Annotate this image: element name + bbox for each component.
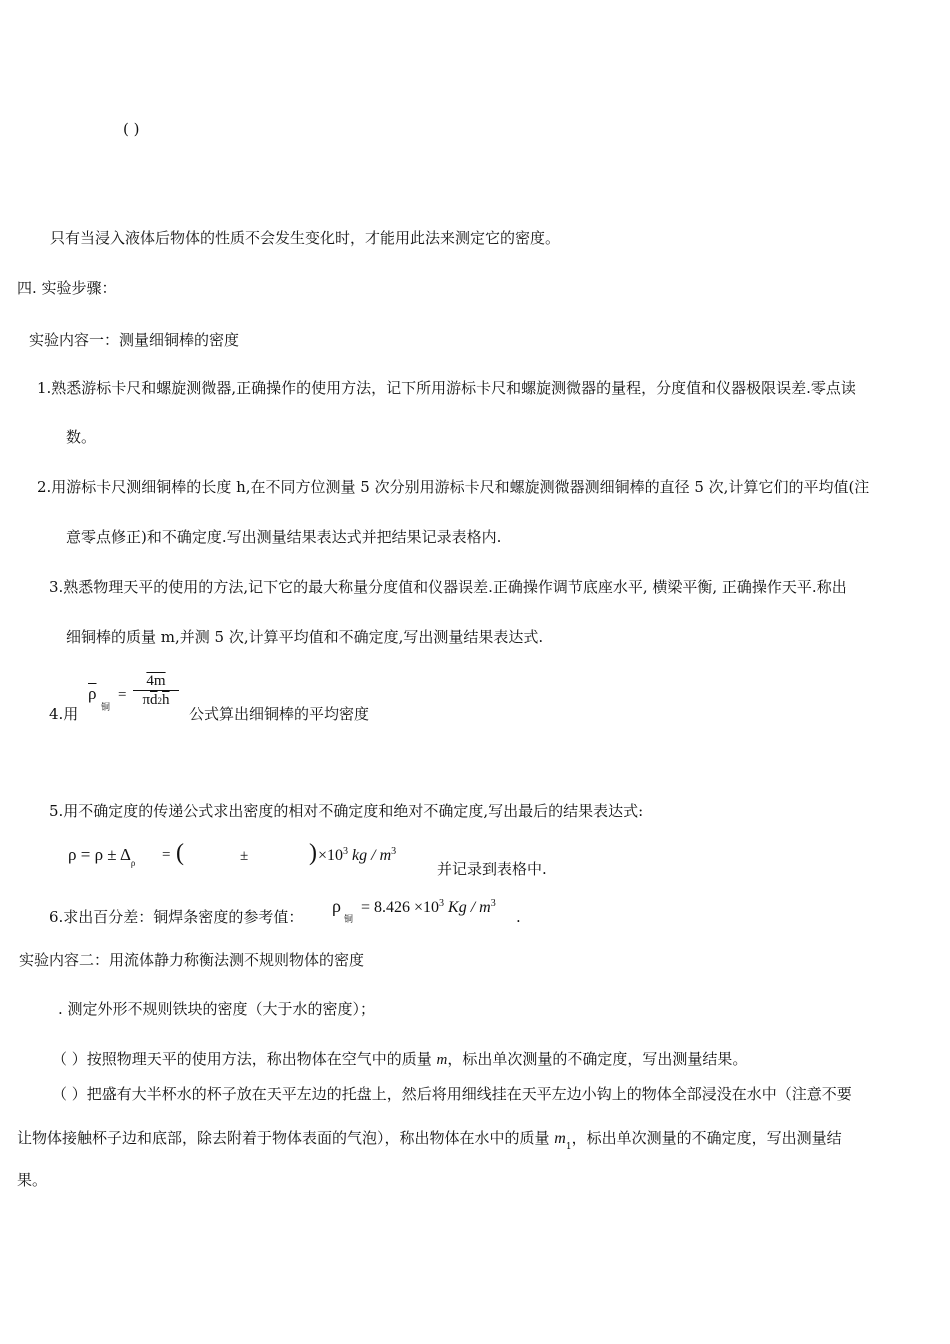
step4-d-exponent: 2 [157,696,163,706]
step3-line1: 3.熟悉物理天平的使用的方法,记下它的最大称量分度值和仪器误差.正确操作调节底座水平, 横梁平衡, 正确操作天平.称出 [49,578,847,596]
step5-unit-exponent: 3 [391,846,397,857]
sub-title: . 测定外形不规则铁块的密度（大于水的密度）； [58,1000,376,1018]
step4-suffix: 公式算出细铜棒的平均密度 [189,705,370,723]
step1-line1: 1.熟悉游标卡尺和螺旋测微器,正确操作的使用方法，记下所用游标卡尺和螺旋测微器的量程，分度值和仪器极限误差.零点读 [37,379,856,397]
step4-rho-subscript: 铜 [101,703,111,713]
paragraph-2-line2 [17,1128,842,1151]
bracket-placeholder: ( ) [123,120,140,138]
step3-line2: 细铜棒的质量 m,并测 5 次,计算平均值和不确定度,写出测量结果表达式. [66,628,544,646]
step5-exponent: 3 [343,846,349,857]
step6-value [361,898,496,920]
paragraph-2-line2-after: ，标出单次测量的不确定度，写出测量结 [571,1129,842,1147]
step6-text: 6.求出百分差：铜焊条密度的参考值： [49,908,304,926]
step6-unit-exponent: 3 [490,898,496,909]
step4-rho-symbol: $\overline{\rho}$ [88,684,97,703]
step4-numerator: 4m [133,672,179,691]
step5-text: 5.用不确定度的传递公式求出密度的相对不确定度和绝对不确定度,写出最后的结果表达式: [49,802,644,820]
step4-fraction [133,672,179,710]
step4-prefix: 4.用 [49,705,79,723]
paragraph-1-before: （ ）按照物理天平的使用方法，称出物体在空气中的质量 [52,1050,437,1068]
paragraph-2-line2-before: 让物体接触杯子边和底部，除去附着于物体表面的气泡），称出物体在水中的质量 [17,1129,555,1147]
step5-unit: kg / m [352,847,392,864]
step5-suffix: 并记录到表格中. [437,860,547,878]
step6-rho: ρ [332,896,341,916]
paragraph-2-line3: 果。 [17,1171,48,1189]
step2-line1: 2.用游标卡尺测细铜棒的长度 h,在不同方位测量 5 次分别用游标卡尺和螺旋测微器测细铜棒的直径 5 次,计算它们的平均值(注 [37,478,870,496]
content1-title: 实验内容一：测量细铜棒的密度 [29,331,240,349]
step5-formula-subscript: ρ [130,858,136,868]
step6-rho-subscript: 铜 [344,915,354,925]
paragraph-1-after: ，标出单次测量的不确定度，写出测量结果。 [447,1050,748,1068]
step4-h: $\overline{h}$ [162,692,170,708]
content2-title: 实验内容二：用流体静力称衡法测不规则物体的密度 [19,951,365,969]
step4-d: $\overline{d}$ [150,692,158,708]
step5-paren-close: ) [309,840,317,866]
step5-equals: = [162,847,171,863]
step5-times10: ×10 [318,847,344,864]
step6-value-number: = 8.426 ×10 [361,899,440,916]
step5-plus-minus: ± [240,848,249,864]
step6-unit: Kg / m [448,899,491,916]
paragraph-2-line1: （ ）把盛有大半杯水的杯子放在天平左边的托盘上，然后将用细线挂在天平左边小钩上的物体全部浸没在水中（注意不要 [52,1085,852,1103]
pi-symbol: π [142,692,151,708]
mass-m1: m [554,1130,566,1147]
section-heading: 四. 实验步骤： [17,279,117,297]
paragraph-1 [52,1049,747,1070]
step5-formula [68,845,135,867]
mass-m: m [436,1052,448,1068]
step5-units [318,846,396,868]
mass-m1-subscript: 1 [565,1142,572,1152]
step5-formula-left: ρ = ρ ± Δ [68,845,131,864]
step4-equals: = [118,687,127,703]
step1-line2: 数。 [66,428,97,446]
step4-denominator [133,691,179,710]
step2-line2: 意零点修正)和不确定度.写出测量结果表达式并把结果记录表格内. [66,528,502,546]
note-paragraph: 只有当浸入液体后物体的性质不会发生变化时，才能用此法来测定它的密度。 [50,229,561,247]
step6-exponent: 3 [439,898,445,909]
step6-end: . [516,908,521,926]
step5-paren-open: ( [176,840,184,866]
